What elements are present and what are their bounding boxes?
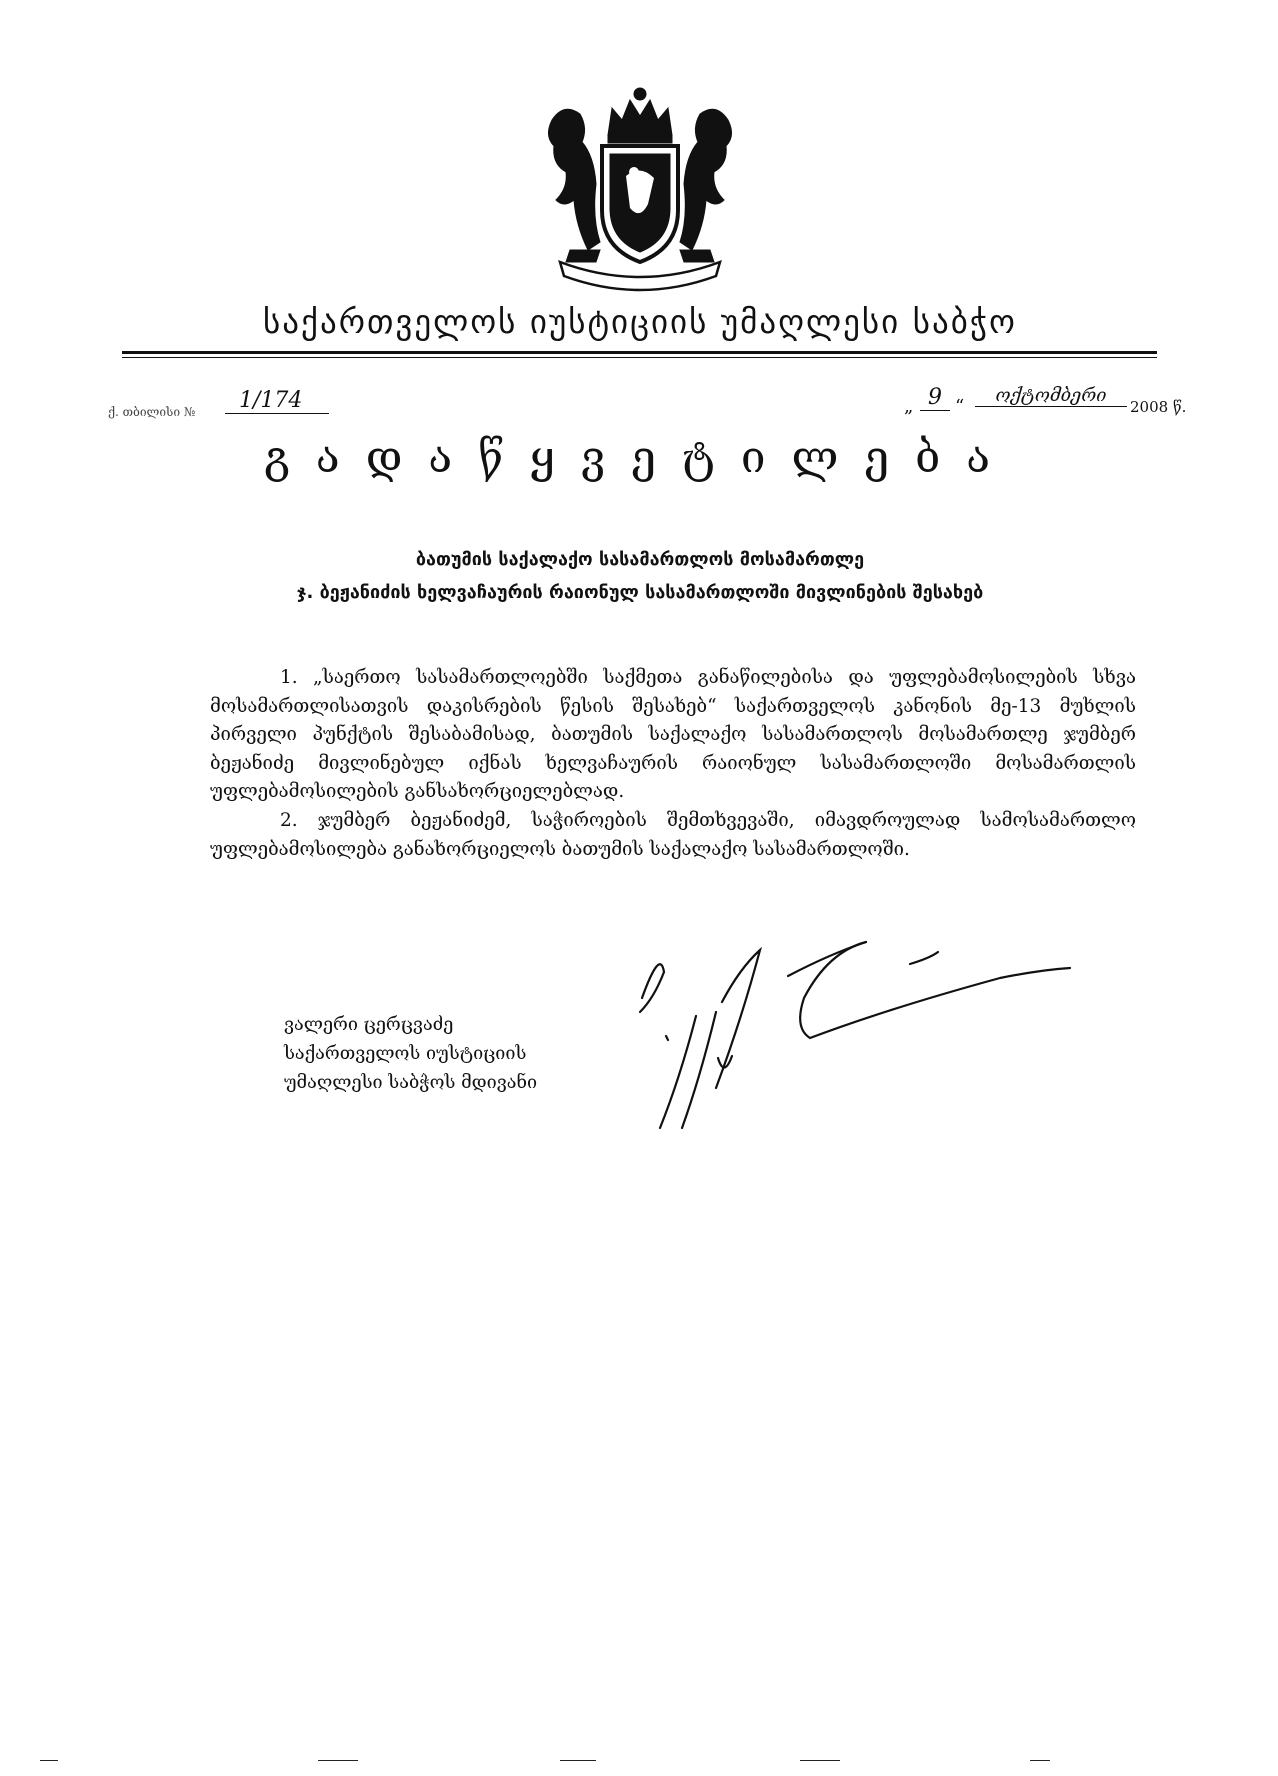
paragraph-2: 2. ჯუმბერ ბეჟანიძემ, საჭიროების შემთხვევაში, იმავდროულად სამოსამართლო უფლებამოსილება განახორციელოს ბათუმის საქალაქო სასამართლოში. <box>210 809 1136 860</box>
document-type-title: გადაწყვეტილება <box>263 432 1016 483</box>
decision-body <box>210 664 1136 864</box>
signer-title-line-1: საქართველოს იუსტიციის <box>284 1043 527 1064</box>
scan-mark-5 <box>1030 1760 1050 1761</box>
document-number-label: ქ. თბილისი № <box>108 405 196 419</box>
document-number-value: 1/174 <box>225 388 329 414</box>
scan-mark-3 <box>560 1760 596 1761</box>
header-rule-thick <box>122 351 1157 354</box>
subject-line-1: ბათუმის საქალაქო სასამართლოს მოსამართლე <box>415 549 865 570</box>
date-year: 2008 წ. <box>1130 398 1187 416</box>
header-rule-thin <box>122 357 1157 358</box>
signer-block <box>284 1010 537 1097</box>
paragraph-1: 1. „საერთო სასამართლოებში საქმეთა განაწილებისა და უფლებამოსილების სხვა მოსამართლისათვის დაკისრების წესის შესახებ“ საქართველოს კანონის მე-13 მუხლის პირველი პუნქტის შესაბამისად, ბათუმის საქალაქო სასამართლოს მოსამართლე ჯუმბერ ბეჟანიძე მივლინებულ იქნას ხელვაჩაურის რაიონულ სასამართლოში მოსამართლის უფლებამოსილების განსახორციელებლად. <box>210 667 1136 803</box>
handwritten-signature <box>620 928 1150 1138</box>
scan-mark-4 <box>800 1760 840 1761</box>
date-month: ოქტომბერი <box>975 385 1127 407</box>
date-day: 9 <box>920 385 950 411</box>
date-quote-close: “ <box>955 396 965 417</box>
signer-title-line-2: უმაღლესი საბჭოს მდივანი <box>284 1072 538 1093</box>
subject-line-2: ჯ. ბეჟანიძის ხელვაჩაურის რაიონულ სასამართლოში მივლინების შესახებ <box>296 582 984 603</box>
date-quote-open: „ <box>904 396 914 417</box>
scan-mark-2 <box>318 1760 358 1761</box>
scan-mark-1 <box>40 1760 58 1761</box>
signer-name: ვალერი ცერცვაძე <box>284 1014 454 1035</box>
coat-of-arms-emblem <box>530 80 750 295</box>
council-title: საქართველოს იუსტიციის უმაღლესი საბჭო <box>263 302 1017 341</box>
